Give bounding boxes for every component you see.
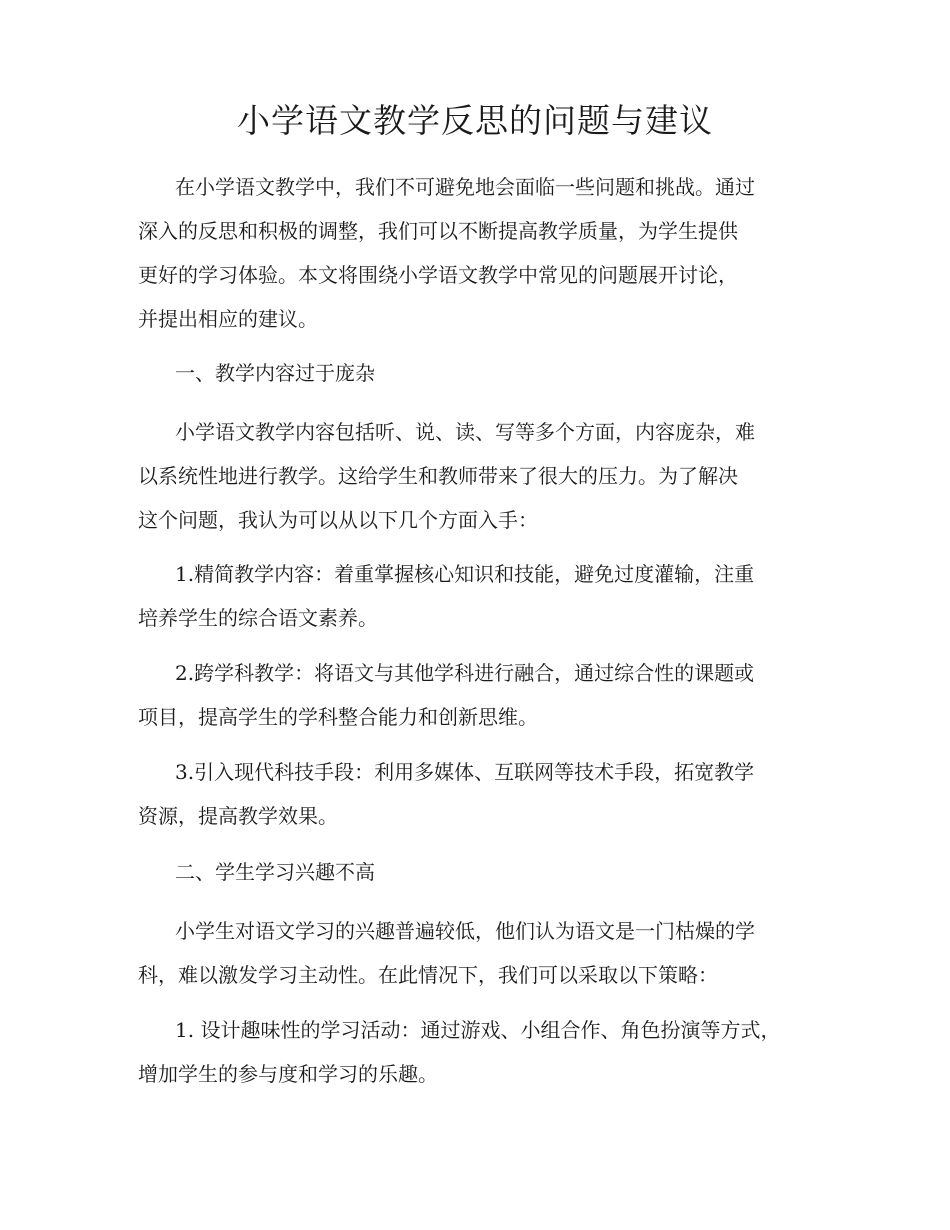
paragraph-line: 以系统性地进行教学。这给学生和教师带来了很大的压力。为了解决 [138, 464, 738, 488]
paragraph-line: 2.跨学科教学：将语文与其他学科进行融合，通过综合性的课题或 [175, 661, 755, 685]
paragraph-intro [138, 165, 818, 341]
list-item-1-2 [138, 651, 818, 739]
paragraph-line: 更好的学习体验。本文将围绕小学语文教学中常见的问题展开讨论， [138, 263, 738, 287]
section-heading-text: 一、教学内容过于庞杂 [175, 361, 375, 385]
section-heading-text: 二、学生学习兴趣不高 [175, 860, 375, 884]
paragraph-content-issue [138, 410, 818, 542]
paragraph-line: 1.精简教学内容：着重掌握核心知识和技能，避免过度灌输，注重 [175, 562, 755, 586]
paragraph-line: 科，难以激发学习主动性。在此情况下，我们可以采取以下策略： [138, 963, 718, 987]
list-item-1-1 [138, 552, 818, 640]
list-item-1-3 [138, 750, 818, 838]
paragraph-line: 增加学生的参与度和学习的乐趣。 [138, 1062, 438, 1086]
paragraph-line: 小学生对语文学习的兴趣普遍较低，他们认为语文是一门枯燥的学 [175, 919, 755, 943]
paragraph-line: 并提出相应的建议。 [138, 307, 318, 331]
section-heading-1 [138, 351, 818, 395]
paragraph-line: 1. 设计趣味性的学习活动：通过游戏、小组合作、角色扮演等方式， [175, 1018, 781, 1042]
paragraph-line: 资源，提高教学效果。 [138, 804, 338, 828]
paragraph-line: 深入的反思和积极的调整，我们可以不断提高教学质量，为学生提供 [138, 219, 738, 243]
paragraph-line: 项目，提高学生的学科整合能力和创新思维。 [138, 705, 538, 729]
paragraph-line: 在小学语文教学中，我们不可避免地会面临一些问题和挑战。通过 [175, 175, 755, 199]
paragraph-line: 3.引入现代科技手段：利用多媒体、互联网等技术手段，拓宽教学 [175, 760, 755, 784]
section-heading-2 [138, 850, 818, 894]
paragraph-line: 小学语文教学内容包括听、说、读、写等多个方面，内容庞杂，难 [175, 420, 755, 444]
list-item-2-1 [138, 1008, 818, 1096]
paragraph-line: 培养学生的综合语文素养。 [138, 606, 378, 630]
paragraph-line: 这个问题，我认为可以从以下几个方面入手： [138, 508, 538, 532]
document-title: 小学语文教学反思的问题与建议 [237, 101, 713, 140]
paragraph-interest-issue [138, 909, 818, 997]
